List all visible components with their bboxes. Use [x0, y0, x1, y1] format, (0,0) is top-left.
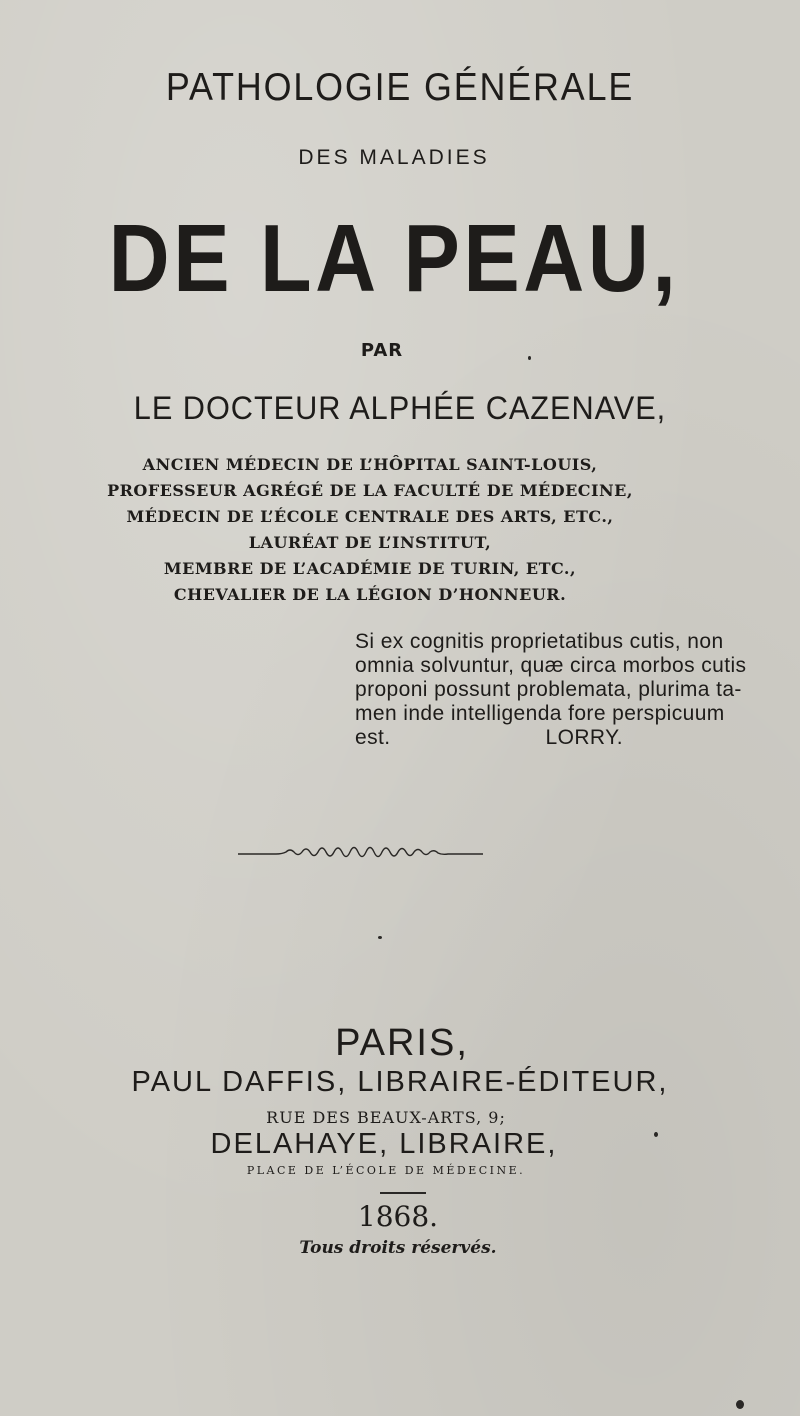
- epigraph-line: Si ex cognitis proprietatibus cutis, non: [355, 630, 724, 653]
- imprint-city: PARIS,: [335, 1022, 469, 1064]
- ink-speck: [378, 936, 382, 939]
- author-name: LE DOCTEUR ALPHÉE CAZENAVE,: [133, 390, 667, 426]
- epigraph-last-line: [355, 726, 675, 750]
- epigraph-attribution: LORRY.: [545, 726, 623, 749]
- ink-speck: [528, 356, 531, 360]
- epigraph-line: men inde intelligenda fore perspicuum: [355, 702, 725, 725]
- par-label: PAR: [360, 340, 404, 361]
- epigraph-last-word: est.: [355, 726, 391, 749]
- ink-speck: [654, 1132, 658, 1137]
- credential-line: MÉDECIN DE L’ÉCOLE CENTRALE DES ARTS, ETC.,: [126, 507, 614, 526]
- imprint-publisher: PAUL DAFFIS, LIBRAIRE-ÉDITEUR,: [131, 1066, 669, 1098]
- short-rule: [380, 1192, 426, 1194]
- credential-line: MEMBRE DE L’ACADÉMIE DE TURIN, ETC.,: [163, 559, 577, 578]
- big-title: DE LA PEAU,: [108, 205, 680, 312]
- epigraph-line: omnia solvuntur, quæ circa morbos cutis: [355, 654, 747, 677]
- credential-line: LAURÉAT DE L’INSTITUT,: [248, 533, 492, 552]
- imprint-place: PLACE DE L’ÉCOLE DE MÉDECINE.: [246, 1164, 526, 1177]
- ink-speck: [736, 1400, 744, 1409]
- credential-line: PROFESSEUR AGRÉGÉ DE LA FACULTÉ DE MÉDECINE,: [107, 481, 633, 500]
- epigraph: [355, 630, 747, 750]
- sub-title: DES MALADIES: [298, 146, 490, 169]
- author-credentials: [0, 452, 770, 608]
- rights-notice: Tous droits réservés.: [299, 1238, 497, 1258]
- credential-line: CHEVALIER DE LA LÉGION D’HONNEUR.: [173, 585, 567, 604]
- credential-line: ANCIEN MÉDECIN DE L’HÔPITAL SAINT-LOUIS,: [142, 455, 598, 474]
- epigraph-line: proponi possunt problemata, plurima ta-: [355, 678, 742, 701]
- imprint-address: RUE DES BEAUX-ARTS, 9;: [266, 1108, 506, 1127]
- wavy-ornament: [238, 840, 483, 864]
- main-title: PATHOLOGIE GÉNÉRALE: [165, 66, 635, 109]
- publication-year: 1868.: [357, 1200, 439, 1233]
- imprint-bookseller: DELAHAYE, LIBRAIRE,: [210, 1128, 558, 1160]
